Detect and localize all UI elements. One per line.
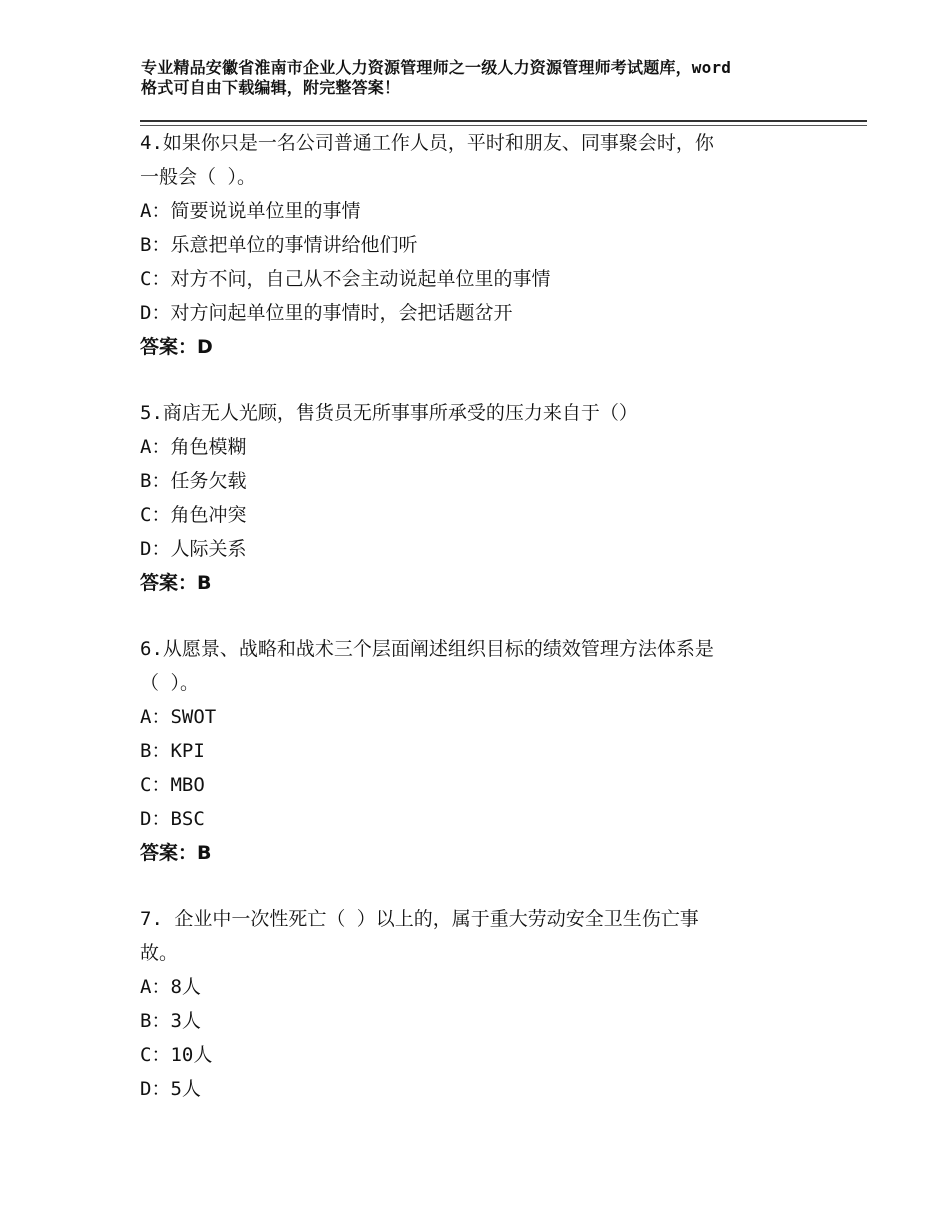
question-text-line: 一般会（ ）。 <box>140 166 256 188</box>
option-a: A：SWOT <box>140 706 217 728</box>
option-c: C：角色冲突 <box>140 504 247 526</box>
option-c: C：MBO <box>140 774 205 796</box>
question-text-line: （ ）。 <box>140 672 199 694</box>
option-d: D：5人 <box>140 1078 201 1100</box>
question-text-line: 6.从愿景、战略和战术三个层面阐述组织目标的绩效管理方法体系是 <box>140 638 714 660</box>
question-text-line: 5.商店无人光顾，售货员无所事事所承受的压力来自于（） <box>140 402 638 424</box>
option-d: D：人际关系 <box>140 538 247 560</box>
spacer <box>140 870 820 902</box>
question-text-line: 4.如果你只是一名公司普通工作人员，平时和朋友、同事聚会时，你 <box>140 132 714 154</box>
option-b: B：3人 <box>140 1010 201 1032</box>
document-header <box>141 58 831 98</box>
header-line-2: 格式可自由下载编辑，附完整答案！ <box>141 78 401 97</box>
question-item <box>140 632 820 870</box>
question-list <box>140 126 820 1106</box>
question-item <box>140 126 820 364</box>
spacer <box>140 364 820 396</box>
option-c: C：对方不问，自己从不会主动说起单位里的事情 <box>140 268 551 290</box>
option-a: A：角色模糊 <box>140 436 247 458</box>
option-b: B：任务欠载 <box>140 470 247 492</box>
spacer <box>140 600 820 632</box>
question-text-line: 7. 企业中一次性死亡（ ）以上的，属于重大劳动安全卫生伤亡事 <box>140 908 699 930</box>
answer-line: 答案：B <box>140 572 212 594</box>
question-text-line: 故。 <box>140 942 179 964</box>
question-item <box>140 396 820 600</box>
option-d: D：BSC <box>140 808 205 830</box>
question-item <box>140 902 820 1106</box>
option-c: C：10人 <box>140 1044 213 1066</box>
answer-line: 答案：B <box>140 842 212 864</box>
option-d: D：对方问起单位里的事情时，会把话题岔开 <box>140 302 513 324</box>
option-a: A：8人 <box>140 976 201 998</box>
header-rule-thick <box>140 120 867 122</box>
answer-line: 答案：D <box>140 336 213 358</box>
header-line-1: 专业精品安徽省淮南市企业人力资源管理师之一级人力资源管理师考试题库，word <box>141 58 732 77</box>
option-b: B：乐意把单位的事情讲给他们听 <box>140 234 418 256</box>
option-b: B：KPI <box>140 740 205 762</box>
option-a: A：简要说说单位里的事情 <box>140 200 361 222</box>
